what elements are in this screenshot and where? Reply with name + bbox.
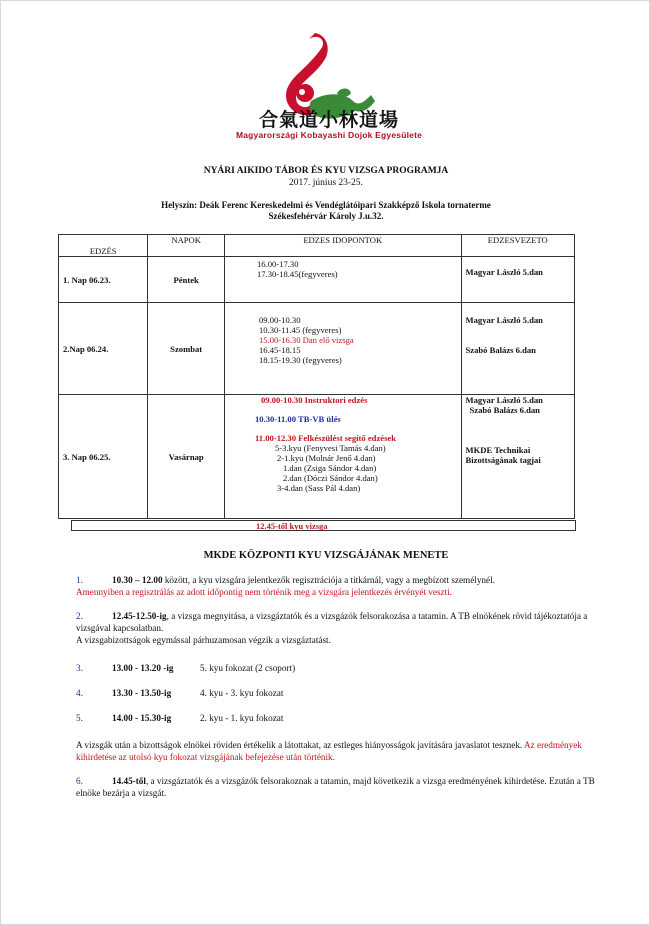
step-note: Amennyiben a regisztrálás az adott időpontig nem történik meg a vizsgára jelentkezés érvényét veszti. bbox=[76, 587, 453, 597]
header-edzes: EDZÉS bbox=[59, 235, 148, 257]
section-title: MKDE KÖZPONTI KYU VIZSGÁJÁNAK MENETE bbox=[203, 550, 449, 561]
evaluation-paragraph bbox=[76, 739, 596, 763]
step-5 bbox=[76, 712, 596, 724]
step-number: 5. bbox=[76, 713, 83, 723]
step-text: 2. kyu - 1. kyu fokozat bbox=[200, 713, 284, 723]
step-time: 13.00 - 13.20 -ig bbox=[112, 663, 174, 673]
row-times bbox=[224, 395, 461, 519]
time-entry: 2-1.kyu (Molnár Jenő 4.dan) bbox=[276, 453, 376, 463]
step-number: 3. bbox=[76, 663, 83, 673]
step-text: , a vizsga megnyitása, a vizsgáztatók és a vizsgázók felsorakozása a tatamin. A TB elnökének rövid tájékoztatója a vizsgával kapcsolatban. bbox=[76, 611, 588, 633]
step-number: 6. bbox=[76, 776, 83, 786]
document-title: NYÁRI AIKIDO TÁBOR ÉS KYU VIZSGA PROGRAMJA bbox=[203, 166, 449, 176]
row-times bbox=[224, 257, 461, 303]
coach-entry: Bizottságának tagjai bbox=[465, 455, 541, 465]
row-day: 1. Nap 06.23. bbox=[59, 257, 148, 303]
table-row bbox=[59, 395, 575, 519]
coach-entry: Szabó Balázs 6.dan bbox=[469, 405, 540, 415]
row-day-name: Vasárnap bbox=[148, 395, 225, 519]
step-time: 12.45-12.50-ig bbox=[112, 611, 167, 621]
schedule-header-row bbox=[59, 235, 575, 257]
coach-entry: MKDE Technikai bbox=[465, 445, 531, 455]
row-times bbox=[224, 303, 461, 395]
time-entry: 17.30-18.45(fegyveres) bbox=[256, 269, 338, 279]
step-text: 5. kyu fokozat (2 csoport) bbox=[200, 663, 296, 673]
coach-entry: Szabó Balázs 6.dan bbox=[465, 345, 536, 355]
venue-line-2: Székesfehérvár Károly J.u.32. bbox=[268, 211, 384, 221]
header-edzesvezeto: EDZESVEZETO bbox=[461, 235, 574, 257]
table-row bbox=[59, 257, 575, 303]
evaluation-text: A vizsgák után a bizottságok elnökei röviden értékelik a látottakat, az estleges hiányosságok javítására javaslatot tesznek. bbox=[76, 740, 524, 750]
step-3 bbox=[76, 662, 596, 674]
logo-organization-name: Magyarországi Kobayashi Dojok Egyesülete bbox=[235, 130, 423, 140]
row-day-name: Péntek bbox=[148, 257, 225, 303]
venue-line-1: Helyszín: Deák Ferenc Kereskedelmi és Vendéglátóipari Szakképző Iskola tornaterme bbox=[161, 200, 491, 210]
step-1 bbox=[76, 574, 596, 598]
coach-entry: Magyar László 5.dan bbox=[465, 315, 543, 325]
coach-entry: Magyar László 5.dan bbox=[465, 395, 543, 405]
header-napok: NAPOK bbox=[148, 235, 225, 257]
step-text: 4. kyu - 3. kyu fokozat bbox=[200, 688, 284, 698]
schedule-table bbox=[58, 234, 575, 519]
time-entry: 16.45-18.15 bbox=[258, 345, 301, 355]
row-day: 3. Nap 06.25. bbox=[59, 395, 148, 519]
step-4 bbox=[76, 687, 596, 699]
time-entry: 09.00-10.30 bbox=[258, 315, 301, 325]
step-2 bbox=[76, 610, 596, 646]
time-entry: 15.00-16.30 Dan elő vizsga bbox=[258, 335, 354, 345]
logo-kanji: 合氣道小林道場 bbox=[258, 109, 399, 131]
step-number: 2. bbox=[76, 611, 83, 621]
row-coaches bbox=[461, 257, 574, 303]
time-entry: 11.00-12.30 Felkészülést segítő edzések bbox=[254, 433, 397, 443]
time-entry: 10.30-11.45 (fegyveres) bbox=[258, 325, 342, 335]
time-entry: 09.00-10.30 Instruktori edzés bbox=[260, 395, 368, 405]
step-text: , a vizsgáztatók és a vizsgázók felsorakoznak a tatamin, majd következik a vizsga eredményének kihirdetése. Ezután a TB elnöke bezárja a vizsgát. bbox=[76, 776, 595, 798]
step-extra: A vizsgabizottságok egymással párhuzamosan végzik a vizsgáztatást. bbox=[76, 635, 331, 645]
step-time: 14.00 - 15.30-ig bbox=[112, 713, 172, 723]
row-day-name: Szombat bbox=[148, 303, 225, 395]
table-row bbox=[59, 303, 575, 395]
step-time: 13.30 - 13.50-ig bbox=[112, 688, 172, 698]
time-entry: 2.dan (Dóczi Sándor 4.dan) bbox=[282, 473, 378, 483]
event-date: 2017. június 23-25. bbox=[289, 178, 363, 188]
step-text: között, a kyu vizsgára jelentkezők regisztrációja a titkárnál, vagy a megbízott személynél. bbox=[162, 575, 495, 585]
time-entry: 3-4.dan (Sass Pál 4.dan) bbox=[276, 483, 361, 493]
time-entry: 1.dan (Zsiga Sándor 4.dan) bbox=[282, 463, 377, 473]
row-coaches bbox=[461, 395, 574, 519]
step-time: 10.30 – 12.00 bbox=[112, 575, 163, 585]
step-time: 14.45-től bbox=[112, 776, 146, 786]
coach-entry: Magyar László 5.dan bbox=[465, 267, 543, 277]
time-entry: 10.30-11.00 TB-VB ülés bbox=[254, 414, 341, 424]
time-entry: 5-3.kyu (Fenyvesi Tamás 4.dan) bbox=[274, 443, 386, 453]
step-number: 1. bbox=[76, 575, 83, 585]
time-entry: 18.15-19.30 (fegyveres) bbox=[258, 355, 342, 365]
time-entry: 16.00-17.30 bbox=[256, 259, 299, 269]
step-number: 4. bbox=[76, 688, 83, 698]
step-6 bbox=[76, 775, 596, 799]
row-coaches bbox=[461, 303, 574, 395]
row-day: 2.Nap 06.24. bbox=[59, 303, 148, 395]
header-idopontok: EDZES IDOPONTOK bbox=[224, 235, 461, 257]
final-exam-label: 12.45-től kyu vizsga bbox=[256, 521, 328, 531]
evaluation-note: Az eredmények kihirdetése az utolsó kyu fokozat vizsgájának befejezése után történik. bbox=[76, 740, 582, 762]
